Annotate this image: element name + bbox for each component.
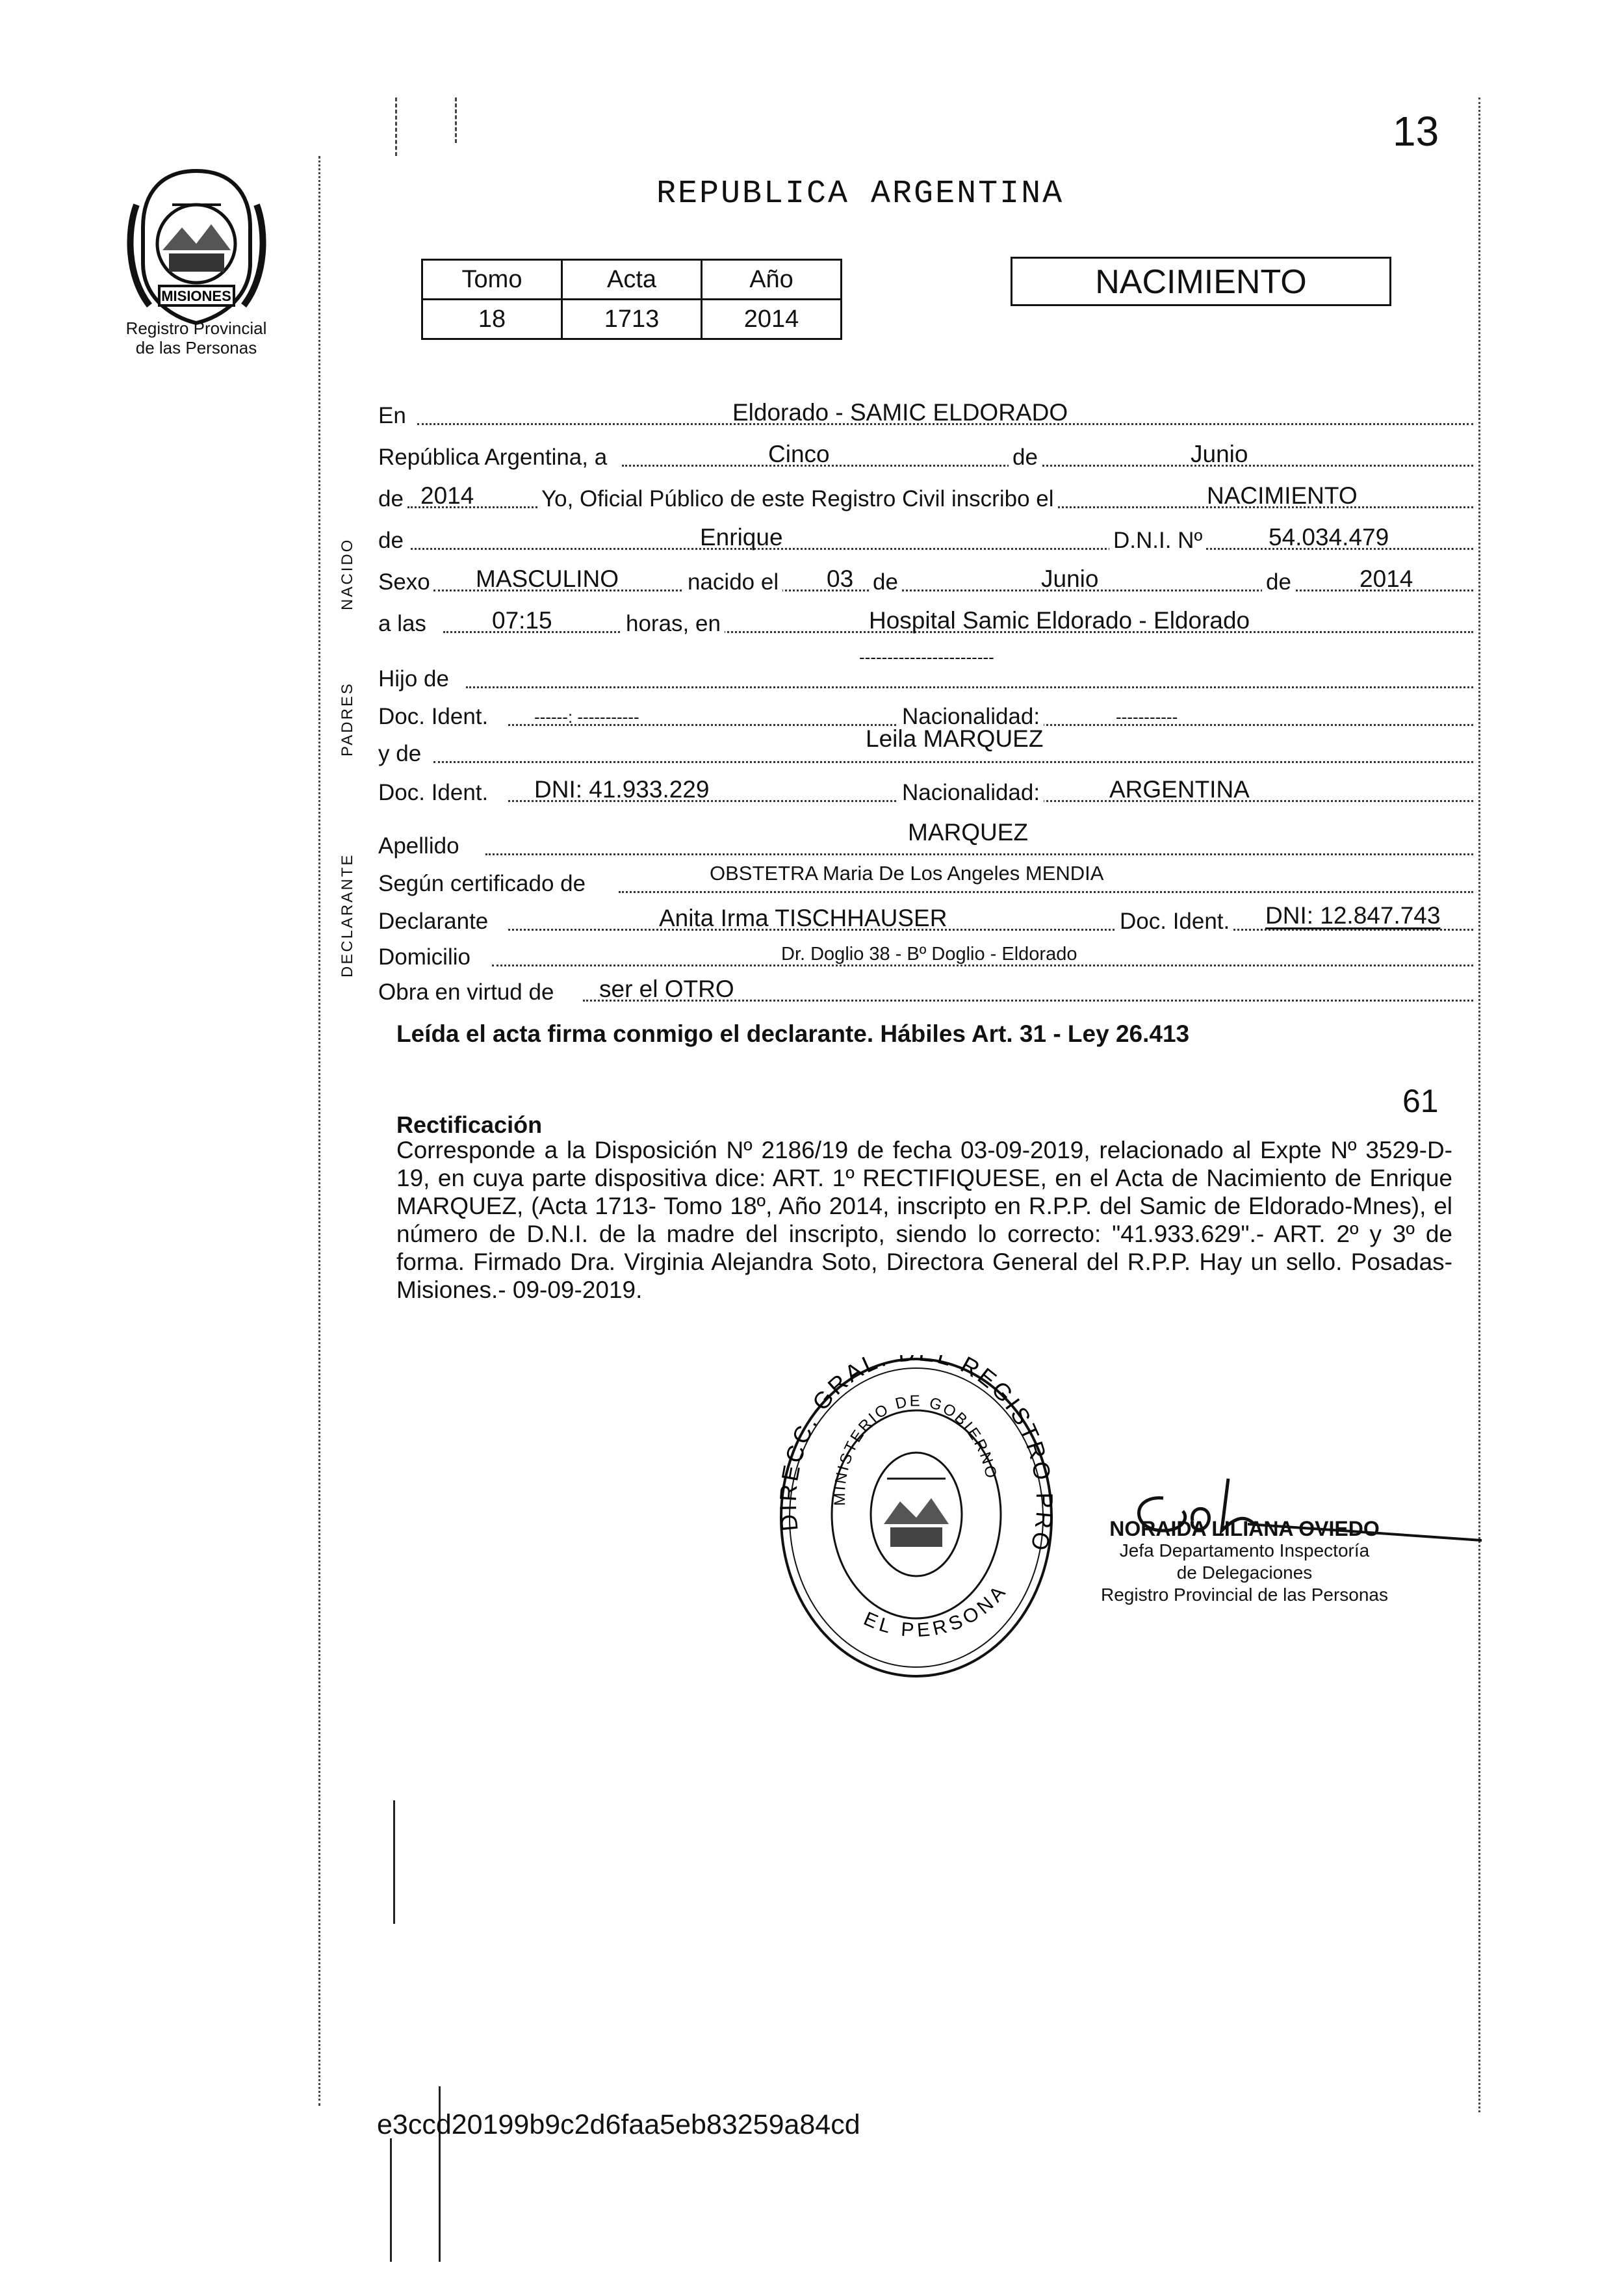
signatory-title: Jefa Departamento Inspectoría	[1119, 1540, 1370, 1561]
doc3-label: Doc. Ident.	[1116, 909, 1233, 935]
registry-table-value-row	[422, 300, 842, 339]
child-dni-value: 54.034.479	[1269, 524, 1389, 551]
apellido-label: Apellido	[378, 833, 459, 859]
rectification-number: 61	[1402, 1083, 1439, 1119]
month-value: Junio	[1191, 441, 1248, 467]
surname-value: MARQUEZ	[908, 819, 1028, 846]
year-value-text: 2014	[420, 482, 474, 509]
document-hash: e3ccd20199b9c2d6faa5eb83259a84cd	[377, 2109, 860, 2140]
de-label: de	[1009, 445, 1042, 471]
registry-name	[105, 318, 287, 357]
hijo-label: Hijo de	[378, 666, 449, 692]
side-label-padres: PADRES	[339, 682, 356, 757]
form-line-year	[378, 473, 1473, 517]
rectification-title: Rectificación	[396, 1111, 543, 1138]
registry-table-header: Año	[702, 260, 842, 300]
child-name-value: Enrique	[700, 524, 783, 551]
form-line-name	[378, 515, 1473, 559]
rectification-body: Corresponde a la Disposición Nº 2186/19 de fecha 03-09-2019, relacionado al Expte Nº 3529-D-19, en cuya parte dispositiva dice: ART. 1º RECTIFIQUESE, en el Acta de Nacimiento de Enrique MARQUEZ, (Acta 1713- Tomo 18º, Año 2014, inscripto en R.P.P. del Samic de Eldorado-Mnes), el número de D.N.I. de la madre del inscripto, siendo lo correcto: "41.933.629".- ART. 2º y 3º de forma. Firmado Dra. Virginia Alejandra Soto, Directora General del R.P.P. Hay un sello. Posadas- Misiones.- 09-09-2019.	[396, 1137, 1452, 1303]
doc2-label: Doc. Ident.	[378, 780, 489, 805]
birth-day-value: 03	[827, 565, 854, 592]
margin-mark	[395, 97, 397, 156]
form-line-mother	[378, 725, 1473, 772]
page-number: 13	[1393, 108, 1439, 155]
segun-label: Según certificado de	[378, 871, 586, 896]
form-line-doc2	[378, 767, 1473, 811]
sexo-label: Sexo	[378, 569, 430, 595]
address-value: Dr. Doglio 38 - Bº Doglio - Eldorado	[781, 944, 1077, 965]
registry-table	[421, 259, 842, 340]
signatory-block	[1079, 1518, 1410, 1606]
margin-mark	[318, 156, 320, 2106]
declarant-name-value: Anita Irma TISCHHAUSER	[659, 905, 947, 931]
birth-time-value: 07:15	[492, 607, 552, 634]
obra-label: Obra en virtud de	[378, 979, 554, 1005]
side-label-nacido: NACIDO	[339, 538, 356, 610]
registry-name-line1: Registro Provincial	[125, 318, 267, 338]
form-line-en	[378, 390, 1473, 434]
country-title: REPUBLICA ARGENTINA	[656, 175, 1064, 213]
doc1-label: Doc. Ident.	[378, 704, 489, 729]
declarante-label: Declarante	[378, 909, 489, 934]
dotted-fill	[622, 465, 1473, 467]
year-value: 2014	[702, 300, 842, 339]
side-label-declarante: DECLARANTE	[339, 853, 356, 978]
de4-label: de	[869, 569, 902, 595]
birth-place-value: Hospital Samic Eldorado - Eldorado	[869, 607, 1250, 634]
de5-label: de	[1262, 569, 1295, 595]
dotted-fill	[485, 853, 1473, 855]
yo-text: Yo, Oficial Público de este Registro Civil inscribo el	[537, 486, 1058, 512]
margin-mark	[393, 1800, 395, 1924]
margin-mark	[1478, 97, 1480, 2112]
signature-notice: Leída el acta firma conmigo el declarante. Hábiles Art. 31 - Ley 26.413	[396, 1020, 1190, 1047]
svg-text:DIRECC. GRAL. DEL REGISTRO PRO: DIRECC. GRAL. L REGISTRO PRO	[777, 1355, 1056, 1556]
birth-year-value: 2014	[1360, 565, 1413, 592]
mother-name-value: Leila MARQUEZ	[866, 725, 1044, 752]
father-doc-value: ------: -----------	[534, 707, 639, 727]
alas-label: a las	[378, 611, 426, 636]
mother-doc-value: DNI: 41.933.229	[534, 776, 710, 803]
republica-label: República Argentina, a	[378, 445, 608, 470]
registry-name-line2: de las Personas	[135, 338, 257, 357]
father-name-value: ------------------------	[859, 647, 994, 667]
day-value: Cinco	[768, 441, 830, 467]
registry-table-header: Tomo	[422, 260, 562, 300]
nac2-label: Nacionalidad:	[898, 780, 1044, 806]
tomo-value: 18	[422, 300, 562, 339]
margin-mark	[390, 2138, 392, 2262]
svg-text:MISIONES: MISIONES	[161, 288, 231, 304]
svg-text:EL PERSONAS: EL PERSONA	[860, 1579, 1012, 1642]
svg-text:MINISTERIO DE GOBIERNO: MINISTERIO DE GOBIERNO	[831, 1392, 1001, 1507]
inscribo-value: NACIMIENTO	[1207, 482, 1358, 509]
signatory-name: NORAIDA LILIANA OVIEDO	[1109, 1517, 1380, 1540]
dotted-fill	[619, 891, 1473, 893]
horas-label: horas, en	[622, 611, 725, 637]
form-line-date	[378, 432, 1473, 476]
declarant-doc-value: DNI: 12.847.743	[1265, 902, 1441, 929]
obra-value: ser el OTRO	[599, 976, 734, 1002]
signatory-dept: de Delegaciones	[1176, 1562, 1313, 1583]
dotted-fill	[433, 761, 1473, 763]
de3-label: de	[378, 528, 404, 553]
birth-month-value: Junio	[1041, 565, 1099, 592]
en-label: En	[378, 403, 406, 428]
signatory-registry: Registro Provincial de las Personas	[1101, 1585, 1388, 1605]
dni-label: D.N.I. Nº	[1109, 528, 1206, 554]
form-line-sex	[378, 556, 1473, 601]
form-line-obra	[378, 966, 1473, 1011]
place-of-registration-value: Eldorado - SAMIC ELDORADO	[732, 399, 1068, 426]
registry-table-header: Acta	[562, 260, 702, 300]
nacido-label: nacido el	[684, 569, 782, 595]
acta-value: 1713	[562, 300, 702, 339]
sex-value: MASCULINO	[476, 565, 619, 592]
margin-mark	[455, 97, 457, 143]
official-seal-stamp	[777, 1355, 1056, 1680]
province-coat-of-arms-logo	[123, 166, 270, 328]
act-type-box: NACIMIENTO	[1011, 257, 1391, 306]
domicilio-label: Domicilio	[378, 944, 470, 970]
certificate-value: OBSTETRA Maria De Los Angeles MENDIA	[710, 862, 1104, 885]
yde-label: y de	[378, 741, 422, 766]
registry-table-header-row	[422, 260, 842, 300]
nac1-label: Nacionalidad:	[898, 704, 1044, 730]
father-nationality-value: -----------	[1116, 707, 1178, 727]
dotted-fill	[466, 686, 1473, 688]
de2-label: de	[378, 486, 404, 512]
mother-nationality-value: ARGENTINA	[1109, 776, 1250, 803]
form-line-time	[378, 598, 1473, 642]
